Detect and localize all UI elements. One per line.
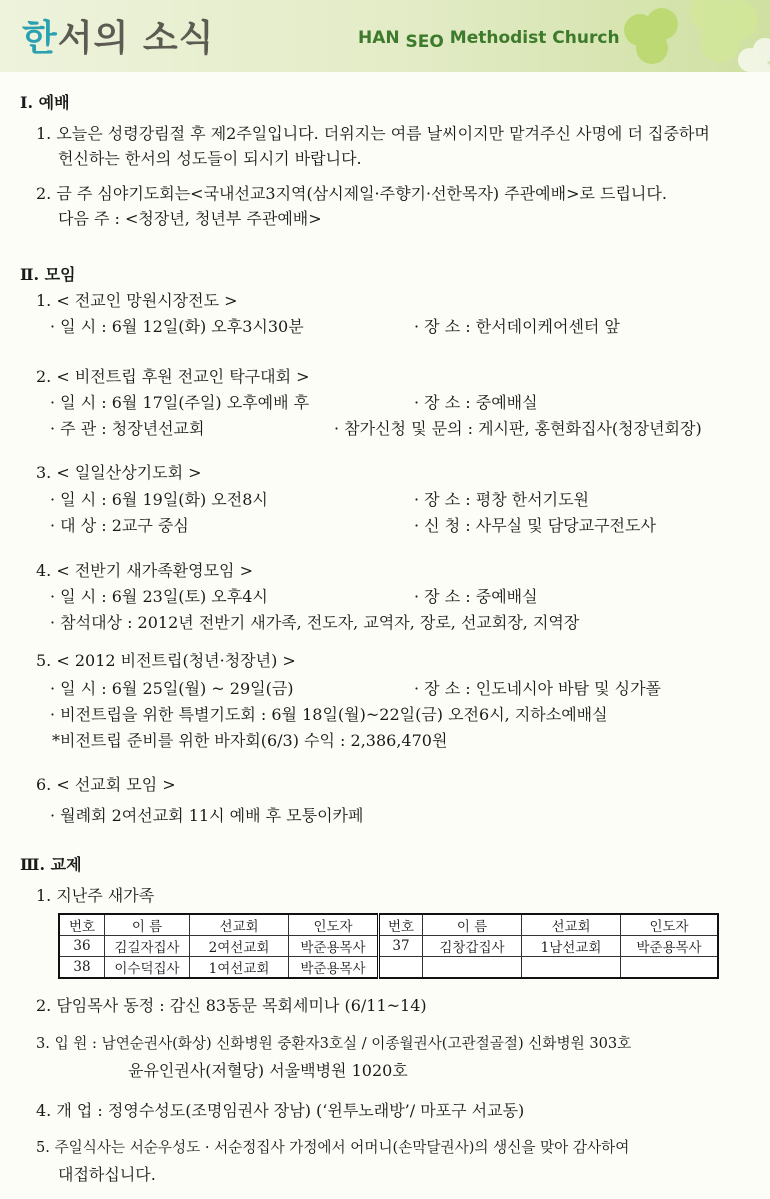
- table-cell: 김창갑집사: [423, 936, 522, 957]
- church-name-methodist: Methodist Church: [449, 28, 620, 48]
- meeting5-place: · 장 소 : 인도네시아 바탐 및 싱가폴: [414, 679, 662, 698]
- table-header-cell: 이 름: [105, 914, 190, 936]
- table-cell: 1여선교회: [190, 957, 289, 979]
- table-cell: 1남선교회: [522, 936, 621, 957]
- table-header-cell: 번호: [379, 914, 423, 936]
- meeting5-bazaar: *비전트립 준비를 위한 바자회(6/3) 수익 : 2,386,470원: [52, 731, 448, 750]
- meeting2-title: 2. < 비전트립 후원 전교인 탁구대회 >: [36, 367, 310, 386]
- meeting3-title: 3. < 일일산상기도회 >: [36, 463, 202, 482]
- church-name-seo: SEO: [405, 32, 444, 52]
- new-members-table: [58, 913, 719, 979]
- table-cell: 박준용목사: [621, 936, 719, 957]
- fellowship3-hospital-line1: 3. 입 원 : 남연순권사(화상) 신화병원 중환자3호실 / 이종월권사(고관절골절) 신화병원 303호: [36, 1035, 632, 1052]
- meeting6-title: 6. < 선교회 모임 >: [36, 775, 176, 794]
- fellowship5-meal-line1: 5. 주일식사는 서순우성도 · 서순정집사 가정에서 어머니(손막달권사)의 생신을 맞아 감사하여: [36, 1139, 630, 1156]
- meeting1-title: 1. < 전교인 망원시장전도 >: [36, 291, 238, 310]
- table-header-cell: 번호: [59, 914, 105, 936]
- table-header-cell: 인도자: [621, 914, 719, 936]
- worship-item2-line2: 다음 주 : <청장년, 청년부 주관예배>: [58, 209, 322, 228]
- table-header-cell: 선교회: [190, 914, 289, 936]
- worship-item2-line1: 2. 금 주 심야기도회는<국내선교3지역(삼시제일·주향기·선한목자) 주관예배>로 드립니다.: [36, 184, 667, 203]
- table-cell: 이수덕집사: [105, 957, 190, 979]
- church-name: [358, 28, 620, 52]
- meeting2-date: · 일 시 : 6월 17일(주일) 오후예배 후: [50, 393, 310, 412]
- table-row: [59, 957, 718, 979]
- table-cell: [522, 957, 621, 979]
- meeting5-title: 5. < 2012 비전트립(청년·청장년) >: [36, 651, 296, 670]
- meeting5-prayer: · 비전트립을 위한 특별기도회 : 6월 18일(월)~22일(금) 오전6시, 지하소예배실: [50, 705, 608, 724]
- table-cell: 박준용목사: [289, 936, 379, 957]
- table-header-row: [59, 914, 718, 936]
- table-cell: [379, 957, 423, 979]
- title-rest: 서의 소식: [57, 18, 215, 59]
- table-header-cell: 선교회: [522, 914, 621, 936]
- meeting2-place: · 장 소 : 중예배실: [414, 393, 538, 412]
- meeting5-date: · 일 시 : 6월 25일(월) ~ 29일(금): [50, 679, 294, 698]
- meeting1-date: · 일 시 : 6월 12일(화) 오후3시30분: [50, 317, 304, 336]
- section-heading-fellowship: Ⅲ. 교제: [20, 855, 82, 874]
- fellowship4-opening: 4. 개 업 : 정영수성도(조명임권사 장남) (‘윈투노래방’/ 마포구 서교동): [36, 1101, 525, 1120]
- meeting6-detail: · 월례회 2여선교회 11시 예배 후 모퉁이카페: [50, 806, 364, 825]
- fellowship1-title: 1. 지난주 새가족: [36, 886, 155, 905]
- fellowship5-meal-line2: 대접하십니다.: [58, 1165, 156, 1184]
- table-cell: 2여선교회: [190, 936, 289, 957]
- table-cell: [423, 957, 522, 979]
- meeting3-date: · 일 시 : 6월 19일(화) 오전8시: [50, 490, 268, 509]
- meeting2-organizer: · 주 관 : 청장년선교회: [50, 419, 205, 438]
- fellowship2-pastor: 2. 담임목사 동정 : 감신 83동문 목회세미나 (6/11~14): [36, 996, 427, 1015]
- meeting4-attendees: · 참석대상 : 2012년 전반기 새가족, 전도자, 교역자, 장로, 선교회장, 지역장: [50, 613, 580, 632]
- title-first-char: 한: [22, 18, 58, 59]
- header-banner: [0, 0, 770, 72]
- worship-item1-line2: 헌신하는 한서의 성도들이 되시기 바랍니다.: [58, 149, 362, 168]
- table-cell: 38: [59, 957, 105, 979]
- meeting4-date: · 일 시 : 6월 23일(토) 오후4시: [50, 587, 268, 606]
- table-header-cell: 인도자: [289, 914, 379, 936]
- meeting2-contact: · 참가신청 및 문의 : 게시판, 홍현화집사(청장년회장): [334, 419, 702, 438]
- newsletter-title: [22, 10, 214, 61]
- section-heading-meetings: Ⅱ. 모임: [20, 265, 76, 284]
- meeting3-target: · 대 상 : 2교구 중심: [50, 516, 189, 535]
- meeting1-place: · 장 소 : 한서데이케어센터 앞: [414, 317, 620, 336]
- section-heading-worship: Ⅰ. 예배: [20, 93, 70, 112]
- table-cell: 박준용목사: [289, 957, 379, 979]
- table-cell: 김길자집사: [105, 936, 190, 957]
- meeting4-title: 4. < 전반기 새가족환영모임 >: [36, 561, 253, 580]
- meeting3-apply: · 신 청 : 사무실 및 담당교구전도사: [414, 516, 656, 535]
- table-row: [59, 936, 718, 957]
- table-cell: 37: [379, 936, 423, 957]
- clover-decoration-icon: [600, 0, 770, 72]
- church-name-han: HAN: [358, 28, 400, 48]
- meeting4-place: · 장 소 : 중예배실: [414, 587, 538, 606]
- meeting3-place: · 장 소 : 평창 한서기도원: [414, 490, 590, 509]
- table-header-cell: 이 름: [423, 914, 522, 936]
- table-cell: [621, 957, 719, 979]
- table-cell: 36: [59, 936, 105, 957]
- worship-item1-line1: 1. 오늘은 성령강림절 후 제2주일입니다. 더위지는 여름 날씨이지만 맡겨주신 사명에 더 집중하며: [36, 124, 710, 143]
- fellowship3-hospital-line2: 윤유인권사(저혈당) 서울백병원 1020호: [128, 1061, 408, 1080]
